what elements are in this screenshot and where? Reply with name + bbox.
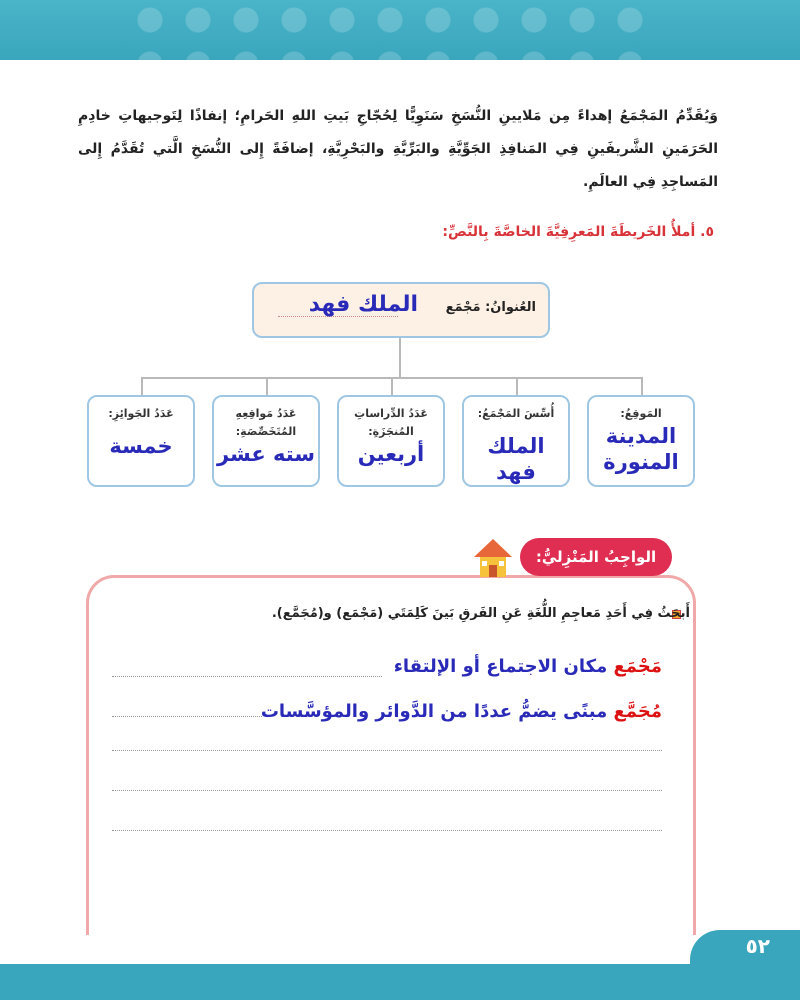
map-connector-drop xyxy=(266,377,268,395)
top-decorative-band xyxy=(0,0,800,60)
dotted-answer-line xyxy=(112,676,382,677)
map-node-websites xyxy=(212,395,320,487)
answer-line-1 xyxy=(394,656,662,677)
map-connector-drop xyxy=(516,377,518,395)
map-node-founder xyxy=(462,395,570,487)
homework-question: أَبحَثُ فِي أَحَدِ مَعاجِمِ اللُّغَةِ عَنِ الفَرقِ بَينَ كَلِمَتَي (مَجْمَع) و(مُجَمَّع). xyxy=(271,606,690,621)
node-value: سته عشر xyxy=(216,442,316,466)
map-title-box xyxy=(252,282,550,338)
node-value: المدينة المنورة xyxy=(603,424,679,474)
node-label: عَدَدُ الدِّراساتِ المُنجَزَةِ: xyxy=(354,407,428,438)
map-connector-drop xyxy=(641,377,643,395)
question-5-heading: ٥. أملأُ الخَريطَةَ المَعرِفِيَّةَ الخاصَّةَ بِالنَّصِّ: xyxy=(442,224,714,240)
map-connector-drop xyxy=(391,377,393,395)
dotted-answer-line xyxy=(112,716,262,717)
node-value: الملك فهد xyxy=(487,434,545,484)
node-value: خمسة xyxy=(109,434,173,458)
page-number: ٥٢ xyxy=(745,934,770,958)
map-title-label: العُنوانُ: مَجْمَع xyxy=(445,300,536,315)
dotted-answer-line xyxy=(112,830,662,831)
map-connector-drop xyxy=(141,377,143,395)
answer-definition: مكان الاجتماع أو الإلتقاء xyxy=(393,656,608,677)
dotted-answer-line xyxy=(112,790,662,791)
dotted-answer-line xyxy=(112,750,662,751)
node-label: أُسِّسَ المَجْمَعُ: xyxy=(477,407,555,420)
node-value: أربعين xyxy=(357,442,425,466)
map-node-studies xyxy=(337,395,445,487)
map-title-value: الملك فهد xyxy=(308,292,418,317)
house-icon xyxy=(470,535,516,581)
node-label: المَوقِعُ: xyxy=(620,407,662,420)
answer-definition: مبنًى يضمُّ عددًا من الدَّوائر والمؤسَّسات xyxy=(260,701,608,722)
bottom-decorative-band xyxy=(0,964,800,1000)
map-node-location xyxy=(587,395,695,487)
map-connector-vertical xyxy=(399,338,401,378)
map-node-awards xyxy=(87,395,195,487)
arabesque-ornament xyxy=(130,0,650,60)
body-paragraph: وَيُقَدِّمُ المَجْمَعُ إهداءً مِن مَلايينِ النُّسَخِ سَنَوِيًّا لِحُجّاجِ بَيتِ اللهِ الحَرامِ؛ إنفاذًا لِتَوجيهاتِ خادِمِ الحَرَمَينِ الشَّريفَينِ فِي المَنافِذِ الجَوِّيَّةِ والبَرِّيَّةِ والبَحْرِيَّةِ، إضافَةً إِلى النُّسَخِ الَّتي تُقَدَّمُ إِلى المَساجِدِ فِي العالَمِ. xyxy=(78,108,718,190)
answer-line-2 xyxy=(261,701,662,722)
answer-term: مُجَمَّع xyxy=(613,701,662,722)
node-label: عَدَدُ الجَوائِزِ: xyxy=(108,407,174,420)
homework-title-pill: الواجِبُ المَنْزِليُّ: xyxy=(520,538,672,576)
node-label: عَدَدُ مَواقِعِهِ المُتَخَصِّصَةِ: xyxy=(235,407,297,438)
answer-term: مَجْمَع xyxy=(613,656,662,677)
homework-frame xyxy=(86,575,696,935)
